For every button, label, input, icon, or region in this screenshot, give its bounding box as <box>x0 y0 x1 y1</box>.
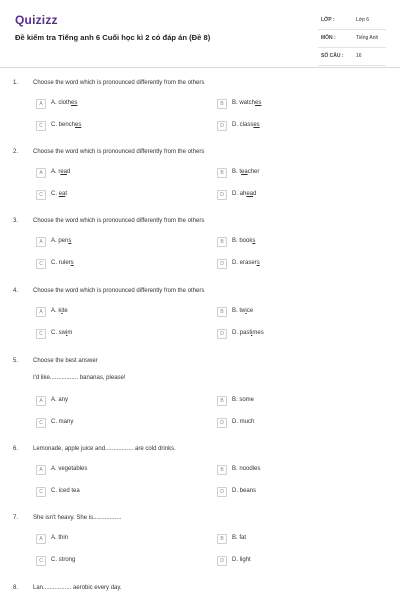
option-underlined-part: s <box>252 238 256 244</box>
option-text <box>51 330 72 336</box>
option-text <box>232 260 260 266</box>
option-text <box>51 100 77 106</box>
option-text-part: A. cloth <box>51 100 72 106</box>
option-text <box>51 466 87 472</box>
option-underlined-part: ea <box>60 169 68 175</box>
option-letter-box: D <box>217 329 227 339</box>
option-letter-box: D <box>217 259 227 269</box>
question-number: 6. <box>13 446 19 452</box>
worksheet-meta <box>318 12 386 66</box>
question-number: 8. <box>13 585 19 591</box>
option-letter-box: B <box>217 99 227 109</box>
question-text: She isn't heavy. She is................. <box>33 515 122 521</box>
question-number: 5. <box>13 358 19 364</box>
option-text <box>51 535 68 541</box>
option-underlined-part: es <box>71 100 78 106</box>
option-text-part: D. past <box>232 330 252 336</box>
option-text-part: B. noodles <box>232 466 261 472</box>
option-letter-box: C <box>36 190 46 200</box>
option-text <box>232 308 253 314</box>
option-text-part: C. ruler <box>51 260 71 266</box>
option-text-part: D. beans <box>232 488 257 494</box>
option-text <box>232 488 256 494</box>
option-letter-box: B <box>217 465 227 475</box>
option-letter-box: A <box>36 396 46 406</box>
option-text <box>232 397 254 403</box>
quizizz-logo: Quizizz <box>15 13 58 27</box>
option-letter-box: A <box>36 307 46 317</box>
option-text <box>51 260 74 266</box>
option-text <box>232 419 254 425</box>
option-text <box>232 169 259 175</box>
option-letter-box: C <box>36 259 46 269</box>
option-letter-box: A <box>36 168 46 178</box>
option-text <box>51 169 70 175</box>
question-number: 1. <box>13 80 19 86</box>
meta-label: LỚP : <box>321 17 335 23</box>
option-text-part: mes <box>252 330 264 336</box>
meta-row-grade <box>318 12 386 30</box>
option-text-part: C. many <box>51 419 74 425</box>
question-number: 3. <box>13 218 19 224</box>
option-text <box>232 330 264 336</box>
meta-value: Lớp 6 <box>356 17 370 23</box>
option-underlined-part: es <box>255 100 262 106</box>
option-underlined-part: s <box>256 260 260 266</box>
option-text-part: B. watch <box>232 100 256 106</box>
question-number: 4. <box>13 288 19 294</box>
question-prompt: I'd like................. bananas, please! <box>33 375 126 381</box>
option-letter-box: C <box>36 121 46 131</box>
option-underlined-part: es <box>253 122 260 128</box>
option-text-part: C. strong <box>51 557 76 563</box>
option-underlined-part: i <box>245 308 247 314</box>
option-letter-box: A <box>36 237 46 247</box>
option-underlined-part: es <box>75 122 82 128</box>
option-letter-box: A <box>36 99 46 109</box>
option-text-part: D. light <box>232 557 251 563</box>
option-underlined-part: ea <box>246 191 254 197</box>
option-letter-box: C <box>36 329 46 339</box>
option-text <box>232 238 255 244</box>
option-text-part: d <box>253 191 257 197</box>
option-letter-box: D <box>217 418 227 428</box>
question-text: Choose the word which is pronounced differently from the others <box>33 80 205 86</box>
option-text-part: B. some <box>232 397 255 403</box>
option-text <box>51 122 81 128</box>
question-text: Choose the best answer <box>33 358 98 364</box>
option-text <box>51 557 75 563</box>
option-underlined-part: i <box>61 308 63 314</box>
option-letter-box: D <box>217 556 227 566</box>
option-letter-box: B <box>217 396 227 406</box>
option-text <box>51 488 80 494</box>
question-text: Choose the word which is pronounced differently from the others <box>33 149 205 155</box>
option-text <box>51 397 68 403</box>
question-number: 2. <box>13 149 19 155</box>
option-letter-box: D <box>217 487 227 497</box>
option-text-part: B. book <box>232 238 253 244</box>
meta-label: MÔN : <box>321 35 336 41</box>
option-text <box>51 238 71 244</box>
option-letter-box: A <box>36 534 46 544</box>
option-letter-box: C <box>36 487 46 497</box>
option-text-part: d <box>67 169 71 175</box>
option-text-part: t <box>65 191 68 197</box>
option-text-part: A. r <box>51 169 61 175</box>
option-letter-box: C <box>36 556 46 566</box>
option-text-part: A. thin <box>51 535 69 541</box>
meta-row-subject <box>318 30 386 48</box>
question-number: 7. <box>13 515 19 521</box>
option-text-part: B. t <box>232 169 242 175</box>
option-underlined-part: ea <box>241 169 248 175</box>
option-text <box>51 419 73 425</box>
option-letter-box: D <box>217 190 227 200</box>
option-text-part: A. k <box>51 308 62 314</box>
option-letter-box: B <box>217 534 227 544</box>
option-text-part: B. tw <box>232 308 246 314</box>
option-text-part: te <box>62 308 68 314</box>
option-text-part: D. class <box>232 122 254 128</box>
option-text <box>232 466 260 472</box>
meta-label: SỐ CÂU : <box>321 53 344 59</box>
question-text: Choose the word which is pronounced differently from the others <box>33 288 205 294</box>
option-underlined-part: ea <box>58 191 66 197</box>
option-underlined-part: i <box>66 330 68 336</box>
option-text-part: B. fat <box>232 535 247 541</box>
option-underlined-part: s <box>68 238 72 244</box>
option-text-part: ce <box>246 308 254 314</box>
option-letter-box: C <box>36 418 46 428</box>
meta-value: 16 <box>356 53 362 59</box>
option-letter-box: B <box>217 237 227 247</box>
option-text-part: A. vegetables <box>51 466 88 472</box>
meta-value: Tiếng Anh <box>356 35 379 41</box>
option-letter-box: B <box>217 168 227 178</box>
option-text-part: A. any <box>51 397 69 403</box>
option-text <box>51 308 68 314</box>
question-text: Lan................. aerobic every day. <box>33 585 122 591</box>
option-letter-box: A <box>36 465 46 475</box>
option-text <box>232 557 251 563</box>
option-text <box>232 122 260 128</box>
option-text-part: D. eraser <box>232 260 257 266</box>
option-text-part: m <box>67 330 73 336</box>
option-text-part: cher <box>247 169 260 175</box>
question-text: Choose the word which is pronounced differently from the others <box>33 218 205 224</box>
option-text-part: D. much <box>232 419 255 425</box>
option-text <box>232 100 261 106</box>
option-text <box>51 191 67 197</box>
option-text <box>232 535 246 541</box>
option-text-part: C. sw <box>51 330 66 336</box>
option-text-part: C. <box>51 191 59 197</box>
question-text: Lemonade, apple juice and................. are cold drinks. <box>33 446 176 452</box>
meta-row-question-count <box>318 48 386 66</box>
option-text <box>232 191 256 197</box>
option-text-part: C. bench <box>51 122 76 128</box>
option-letter-box: D <box>217 121 227 131</box>
option-text-part: D. ah <box>232 191 247 197</box>
option-underlined-part: i <box>251 330 253 336</box>
worksheet-title: Đề kiểm tra Tiếng anh 6 Cuối học kì 2 có đáp án (Đề 8) <box>15 33 211 42</box>
option-text-part: C. iced tea <box>51 488 80 494</box>
option-text-part: A. pen <box>51 238 69 244</box>
worksheet-header <box>0 0 400 68</box>
option-underlined-part: s <box>70 260 74 266</box>
option-letter-box: B <box>217 307 227 317</box>
